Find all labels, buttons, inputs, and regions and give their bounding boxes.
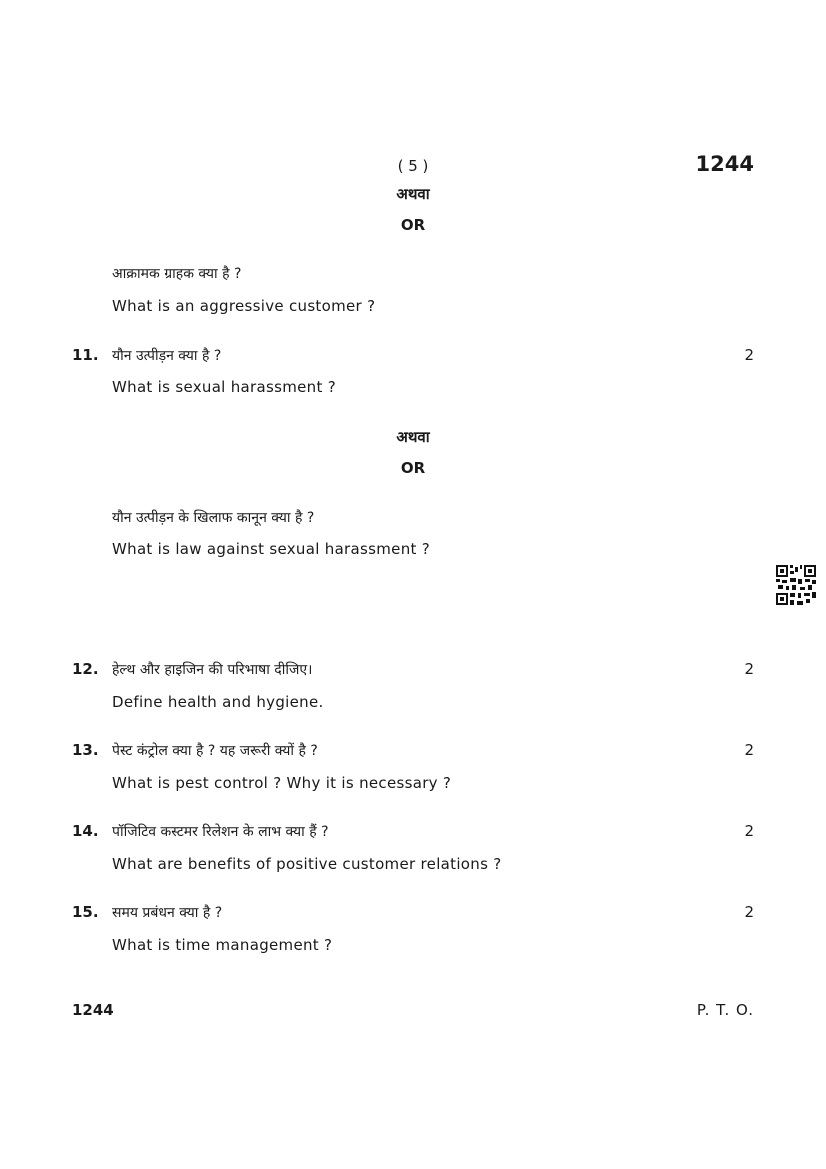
paper-code-header: 1244 [695, 152, 754, 176]
alt-question-english: What is law against sexual harassment ? [112, 540, 431, 558]
question-english: What are benefits of positive customer relations ? [112, 855, 502, 873]
alt-question-english: What is an aggressive customer ? [112, 297, 376, 315]
question-english: What is pest control ? Why it is necessary ? [112, 774, 452, 792]
question-hindi: पॉजिटिव कस्टमर रिलेशन के लाभ क्या हैं ? [112, 824, 329, 840]
question-marks: 2 [744, 822, 754, 840]
question-english: What is time management ? [112, 936, 333, 954]
question-number: 12. [72, 660, 99, 678]
question-hindi: समय प्रबंधन क्या है ? [112, 905, 223, 921]
page-number: ( 5 ) [397, 157, 429, 175]
paper-code-footer: 1244 [72, 1001, 114, 1019]
question-marks: 2 [744, 741, 754, 759]
question-marks: 2 [744, 660, 754, 678]
question-number: 15. [72, 903, 99, 921]
question-hindi: हेल्थ और हाइजिन की परिभाषा दीजिए। [112, 662, 313, 678]
question-marks: 2 [744, 346, 754, 364]
or-hindi: अथवा [396, 185, 430, 203]
or-english: OR [400, 459, 426, 477]
question-hindi: पेस्ट कंट्रोल क्या है ? यह जरूरी क्यों है ? [112, 743, 318, 759]
alt-question-hindi: यौन उत्पीड़न के खिलाफ कानून क्या है ? [112, 510, 315, 526]
or-hindi: अथवा [396, 428, 430, 446]
alt-question-hindi: आक्रामक ग्राहक क्या है ? [112, 266, 242, 282]
question-number: 14. [72, 822, 99, 840]
pto-label: P. T. O. [696, 1001, 754, 1019]
question-english: Define health and hygiene. [112, 693, 324, 711]
question-number: 13. [72, 741, 99, 759]
qr-code-icon [776, 565, 816, 605]
question-english: What is sexual harassment ? [112, 378, 336, 396]
question-hindi: यौन उत्पीड़न क्या है ? [112, 348, 222, 364]
question-marks: 2 [744, 903, 754, 921]
question-number: 11. [72, 346, 99, 364]
or-english: OR [400, 216, 426, 234]
